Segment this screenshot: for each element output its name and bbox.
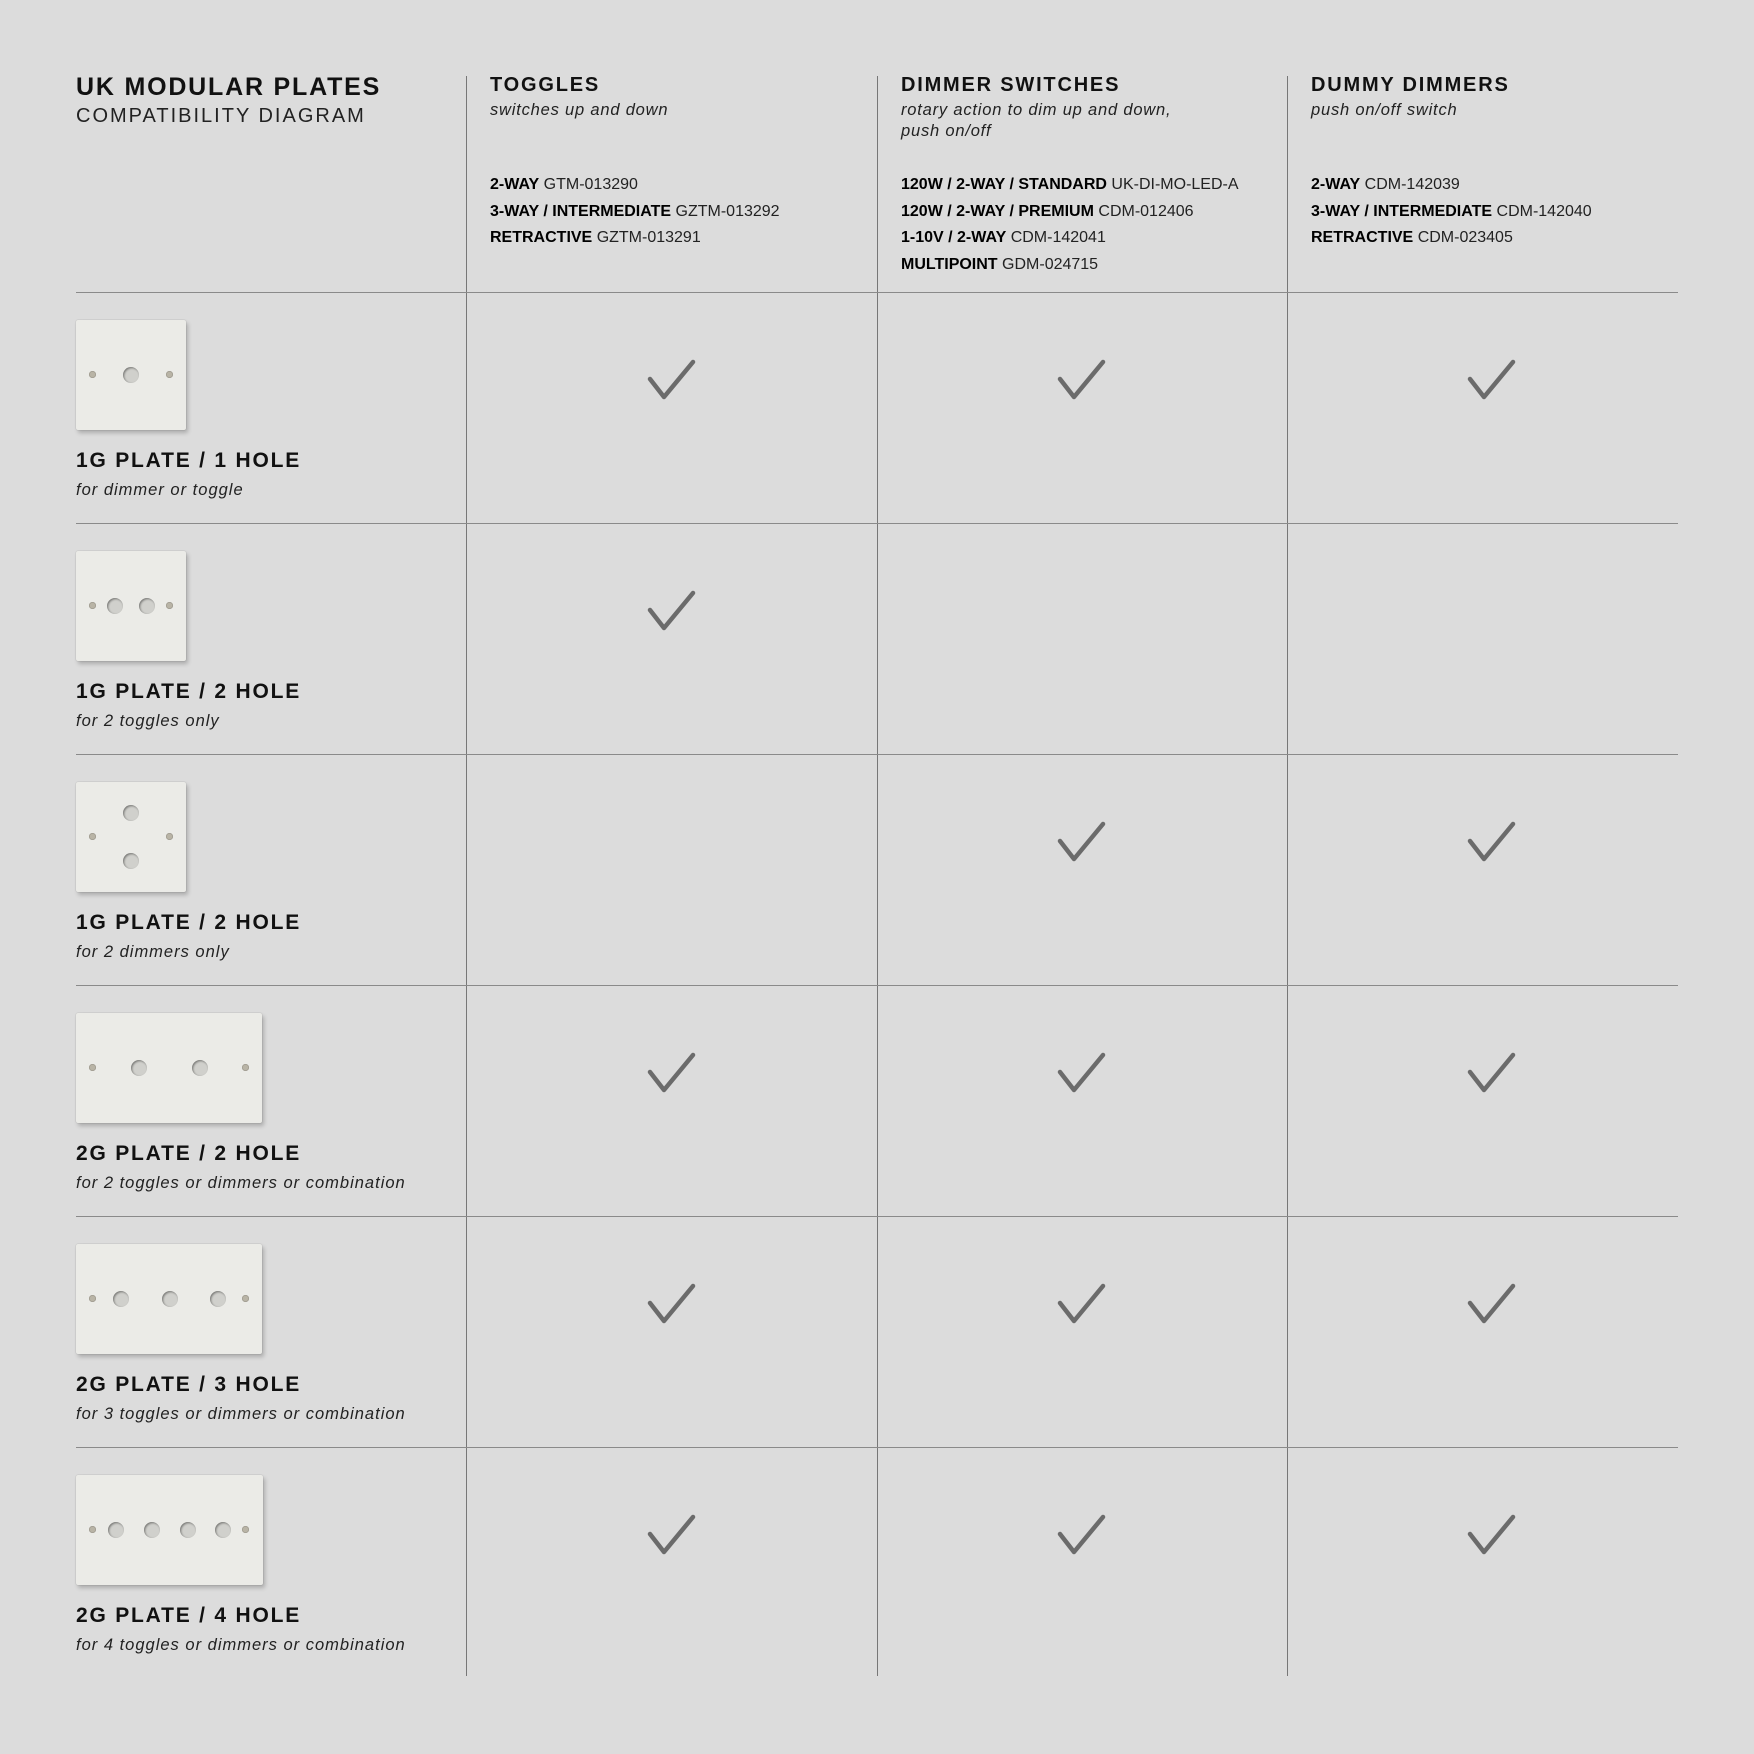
model-entry: RETRACTIVE GZTM-013291	[490, 229, 701, 246]
plate-1g-2-hole-toggles-image	[76, 551, 186, 661]
model-entry: 3-WAY / INTERMEDIATE GZTM-013292	[490, 202, 780, 220]
check-icon	[1467, 359, 1517, 401]
model-entry: 120W / 2-WAY / STANDARD UK-DI-MO-LED-A	[901, 176, 1239, 193]
column-header-dummy-dimmers	[1311, 72, 1691, 246]
column-divider	[877, 76, 878, 1676]
row-name: 2G PLATE / 3 HOLE	[76, 1373, 302, 1396]
check-icon	[1467, 821, 1517, 863]
row-divider	[76, 523, 1678, 524]
check-icon	[647, 1283, 697, 1325]
row-name: 1G PLATE / 2 HOLE	[76, 680, 302, 703]
model-entry: 1-10V / 2-WAY CDM-142041	[901, 229, 1106, 246]
plate-2g-4-hole-image	[76, 1475, 263, 1585]
row-description: for 2 toggles only	[76, 712, 220, 730]
model-entry: 2-WAY CDM-142039	[1311, 176, 1460, 193]
column-title: DUMMY DIMMERS	[1311, 74, 1510, 96]
page-title	[76, 72, 381, 130]
column-divider	[466, 76, 467, 1676]
row-description: for 4 toggles or dimmers or combination	[76, 1636, 406, 1654]
check-icon	[647, 359, 697, 401]
column-description: switches up and down	[490, 101, 669, 119]
row-divider	[76, 754, 1678, 755]
row-name: 1G PLATE / 2 HOLE	[76, 911, 302, 934]
column-description: push on/off switch	[1311, 101, 1458, 119]
check-icon	[1057, 359, 1107, 401]
title-main: UK MODULAR PLATES	[76, 73, 382, 101]
check-icon	[1467, 1052, 1517, 1094]
check-icon	[1057, 1514, 1107, 1556]
row-description: for 2 dimmers only	[76, 943, 230, 961]
row-description: for 3 toggles or dimmers or combination	[76, 1405, 406, 1423]
row-description: for 2 toggles or dimmers or combination	[76, 1174, 406, 1192]
model-entry: MULTIPOINT GDM-024715	[901, 255, 1099, 273]
row-divider	[76, 985, 1678, 986]
model-entry: 120W / 2-WAY / PREMIUM CDM-012406	[901, 202, 1194, 220]
column-header-dimmer-switches	[901, 72, 1281, 273]
column-title: TOGGLES	[490, 74, 601, 96]
plate-2g-3-hole-image	[76, 1244, 262, 1354]
model-entry: RETRACTIVE CDM-023405	[1311, 229, 1513, 246]
check-icon	[1057, 821, 1107, 863]
check-icon	[647, 590, 697, 632]
model-entry: 2-WAY GTM-013290	[490, 176, 638, 193]
row-divider	[76, 1447, 1678, 1448]
plate-1g-2-hole-dimmers-image	[76, 782, 186, 892]
row-divider	[76, 292, 1678, 293]
check-icon	[1467, 1514, 1517, 1556]
check-icon	[647, 1052, 697, 1094]
row-name: 1G PLATE / 1 HOLE	[76, 449, 302, 472]
title-subtitle: COMPATIBILITY DIAGRAM	[76, 105, 366, 127]
column-description: rotary action to dim up and down, push on/off	[901, 101, 1172, 140]
column-header-toggles	[490, 72, 870, 246]
row-divider	[76, 1216, 1678, 1217]
row-description: for dimmer or toggle	[76, 481, 244, 499]
plate-1g-1-hole-image	[76, 320, 186, 430]
column-divider	[1287, 76, 1288, 1676]
check-icon	[647, 1514, 697, 1556]
column-title: DIMMER SWITCHES	[901, 74, 1121, 96]
check-icon	[1057, 1052, 1107, 1094]
check-icon	[1057, 1283, 1107, 1325]
plate-2g-2-hole-image	[76, 1013, 262, 1123]
model-entry: 3-WAY / INTERMEDIATE CDM-142040	[1311, 202, 1592, 220]
row-name: 2G PLATE / 2 HOLE	[76, 1142, 302, 1165]
check-icon	[1467, 1283, 1517, 1325]
row-name: 2G PLATE / 4 HOLE	[76, 1604, 302, 1627]
